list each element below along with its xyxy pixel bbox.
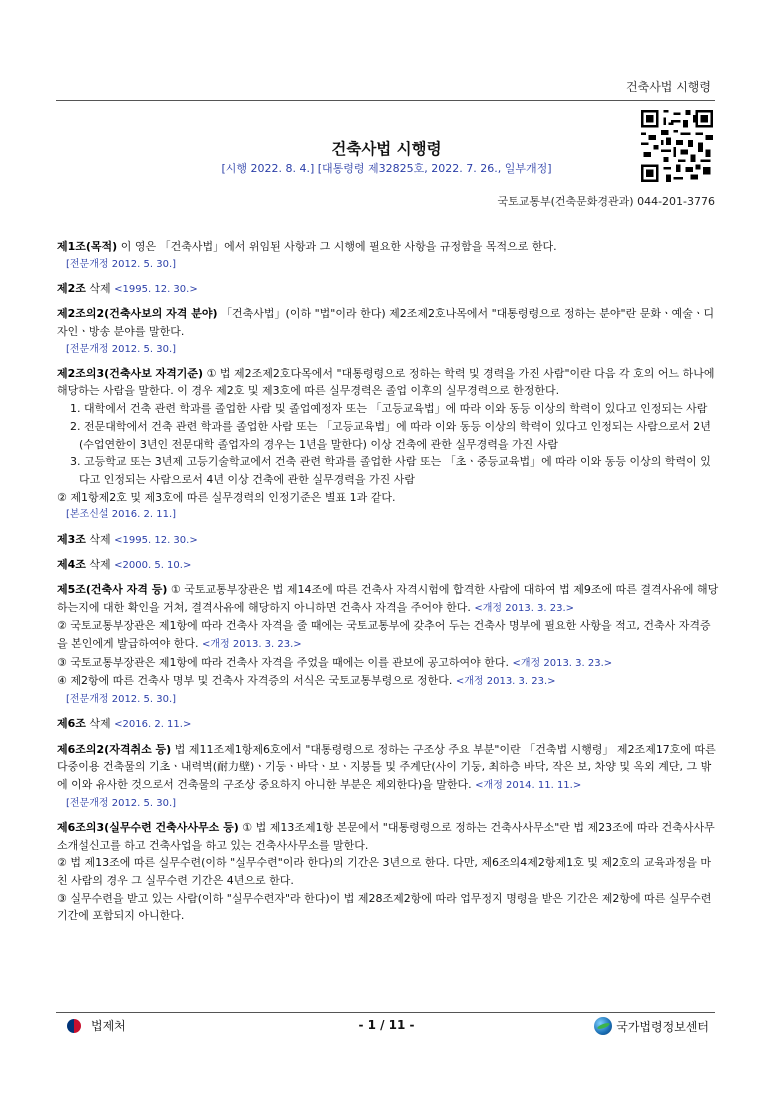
article-title: 제6조의2(자격취소 등)	[57, 742, 172, 756]
article-title: 제2조의3(건축사보 자격기준)	[57, 366, 204, 380]
article	[57, 305, 719, 358]
ministry-contact: 국토교통부(건축문화경관과) 044-201-3776	[497, 195, 715, 208]
article-paragraph	[57, 890, 719, 925]
article-title: 제6조	[57, 717, 86, 731]
amendment-line: [본조신설 2016. 2. 11.]	[66, 509, 177, 521]
article	[57, 741, 719, 813]
amendment-line: [전문개정 2012. 5. 30.]	[66, 694, 177, 706]
amendment-line: [전문개정 2012. 5. 30.]	[66, 258, 177, 270]
article	[57, 715, 719, 734]
article-paragraph	[57, 489, 719, 507]
article-lead	[57, 365, 719, 400]
article-lead	[57, 238, 719, 256]
page-indicator: - 1 / 11 -	[358, 1018, 415, 1032]
article-title: 제2조의2(건축사보의 자격 분야)	[57, 307, 218, 321]
article	[57, 531, 719, 550]
article-title: 제6조의3(실무수련 건축사사무소 등)	[57, 820, 239, 834]
article-title: 제5조(건축사 자격 등)	[57, 582, 168, 596]
article-title: 제1조(목적)	[57, 240, 118, 253]
paragraph-text: ③ 국토교통부장관은 제1항에 따라 건축사 자격을 주었을 때에는 이를 관보에 공고하여야 한다.	[57, 655, 513, 669]
article-item: 1. 대학에서 건축 관련 학과를 졸업한 사람 및 졸업예정자 또는 「고등교육법」에 따라 이와 동등 이상의 학력이 있다고 인정되는 사람	[70, 402, 708, 416]
amendment-line: [전문개정 2012. 5. 30.]	[66, 343, 177, 355]
document-title: 건축사법 시행령	[331, 140, 442, 158]
article-paragraph	[57, 854, 719, 889]
article-lead	[57, 280, 719, 299]
amendment-line: [전문개정 2012. 5. 30.]	[66, 797, 177, 809]
article-text: ① 국토교통부장관은 법 제14조에 따른 건축사 자격시험에 합격한 사람에 대하여 법 제9조에 따른 결격사유에 해당하는지에 대한 확인을 거쳐, 결격사유에 해당하지 아니하면 건축사 자격을 주어야 한다.	[57, 582, 719, 614]
article-text: 삭제	[85, 717, 115, 731]
paragraph-text: ② 법 제13조에 따른 실무수련(이하 "실무수련"이라 한다)의 기간은 3년으로 한다. 다만, 제6조의4제2항제1호 및 제2호의 교육과정을 마친 사람의 경우 그 실무수련 기간은 4년으로 한다.	[57, 856, 712, 887]
article-lead	[57, 581, 719, 617]
article	[57, 238, 719, 273]
article-text: ① 법 제2조제2호다목에서 "대통령령으로 정하는 학력 및 경력을 가진 사람"이란 다음 각 호의 어느 하나에 해당하는 사람을 말한다. 이 경우 제2호 및 제3호에 따른 실무경력은 졸업 이후의 실무경력으로 한정한다.	[57, 366, 715, 398]
amendment-note: <개정 2013. 3. 23.>	[202, 639, 302, 651]
amendment-note: <개정 2013. 3. 23.>	[474, 602, 575, 614]
footer-left-label: 법제처	[91, 1019, 126, 1033]
article	[57, 556, 719, 575]
amendment-note: <2016. 2. 11.>	[114, 719, 192, 731]
article	[57, 365, 719, 524]
article-item: 2. 전문대학에서 건축 관련 학과를 졸업한 사람 또는 「고등교육법」에 따라 이와 동등 이상의 학력이 있다고 인정되는 사람으로서 2년(수업연한이 3년인 전문대학 졸업자의 경우는 1년을 말한다) 이상 건축에 관한 실무경력을 가진 사람	[70, 419, 711, 451]
article-text: 법 제11조제1항제6호에서 "대통령령으로 정하는 구조상 주요 부분"이란 「건축법 시행령」 제2조제17호에 따른 다중이용 건축물의 기초ㆍ내력벽(耐力壁)ㆍ기둥ㆍ바닥ㆍ보ㆍ지붕틀 및 주계단(사이 기둥, 최하층 바닥, 작은 보, 차양 및 옥외 계단, 그 밖에 이와 유사한 것으로서 건축물의 구조상 중요하지 아니한 부분은 제외한다)을 말한다.	[57, 742, 716, 791]
article	[57, 280, 719, 299]
footer-right-label: 국가법령정보센터	[616, 1019, 709, 1034]
article-lead	[57, 819, 719, 854]
footer-right	[594, 1017, 709, 1035]
amendment-note: <개정 2013. 3. 23.>	[512, 657, 613, 669]
article-lead	[57, 715, 719, 734]
article-lead	[57, 741, 719, 795]
article-text: ① 법 제13조제1항 본문에서 "대통령령으로 정하는 건축사사무소"란 법 제23조에 따라 건축사사무소개설신고를 하고 건축사업을 하고 있는 건축사사무소를 말한다.	[57, 820, 715, 852]
amendment-note: <1995. 12. 30.>	[114, 534, 198, 546]
article	[57, 819, 719, 925]
paragraph-text: ② 국토교통부장관은 제1항에 따라 건축사 자격을 줄 때에는 국토교통부에 갖추어 두는 건축사 명부에 필요한 사항을 적고, 건축사 자격증을 본인에게 발급하여야 한다.	[57, 619, 711, 651]
article-paragraph	[57, 672, 719, 691]
article-text: 이 영은 「건축사법」에서 위임된 사항과 그 시행에 필요한 사항을 규정함을 목적으로 한다.	[117, 240, 557, 253]
article-title: 제2조	[57, 281, 86, 295]
articles-body	[57, 238, 719, 932]
running-header: 건축사법 시행령	[626, 80, 711, 94]
article-lead	[57, 305, 719, 340]
article-spacer	[57, 925, 719, 932]
header-rule	[56, 100, 715, 101]
article-title: 제4조	[57, 557, 86, 571]
paragraph-text: ② 제1항제2호 및 제3호에 따른 실무경력의 인정기준은 별표 1과 같다.	[57, 490, 396, 504]
amendment-note: <개정 2014. 11. 11.>	[475, 779, 582, 791]
article-text: 삭제	[85, 557, 115, 571]
amendment-note: <개정 2013. 3. 23.>	[455, 676, 556, 688]
article-paragraph	[57, 654, 719, 673]
article-lead	[57, 531, 719, 550]
document-meta: [시행 2022. 8. 4.] [대통령령 제32825호, 2022. 7. 26., 일부개정]	[221, 162, 552, 175]
article-lead	[57, 556, 719, 575]
article-paragraph	[57, 617, 719, 653]
article-title: 제3조	[57, 532, 86, 546]
amendment-note: <2000. 5. 10.>	[114, 559, 192, 571]
paragraph-text: ④ 제2항에 따른 건축사 명부 및 건축사 자격증의 서식은 국토교통부령으로 정한다.	[57, 674, 456, 688]
globe-logo-icon	[594, 1017, 612, 1035]
article-text: 삭제	[85, 281, 115, 295]
article	[57, 581, 719, 709]
paragraph-text: ③ 실무수련을 받고 있는 사람(이하 "실무수련자"라 한다)이 법 제28조제2항에 따라 업무정지 명령을 받은 기간은 제2항에 따른 실무수련 기간에 포함되지 아니한다.	[57, 891, 712, 923]
footer-rule	[56, 1012, 715, 1013]
article-text: 「건축사법」(이하 "법"이라 한다) 제2조제2호나목에서 "대통령령으로 정하는 분야"란 문화ㆍ예술ㆍ디자인ㆍ방송 분야를 말한다.	[57, 307, 715, 338]
article-text: 삭제	[85, 532, 115, 546]
article-item: 3. 고등학교 또는 3년제 고등기술학교에서 건축 관련 학과를 졸업한 사람 또는 「초ㆍ중등교육법」에 따라 이와 동등 이상의 학력이 있다고 인정되는 사람으로서 4년 이상 건축에 관한 실무경력을 가진 사람	[70, 455, 711, 486]
amendment-note: <1995. 12. 30.>	[114, 283, 198, 295]
